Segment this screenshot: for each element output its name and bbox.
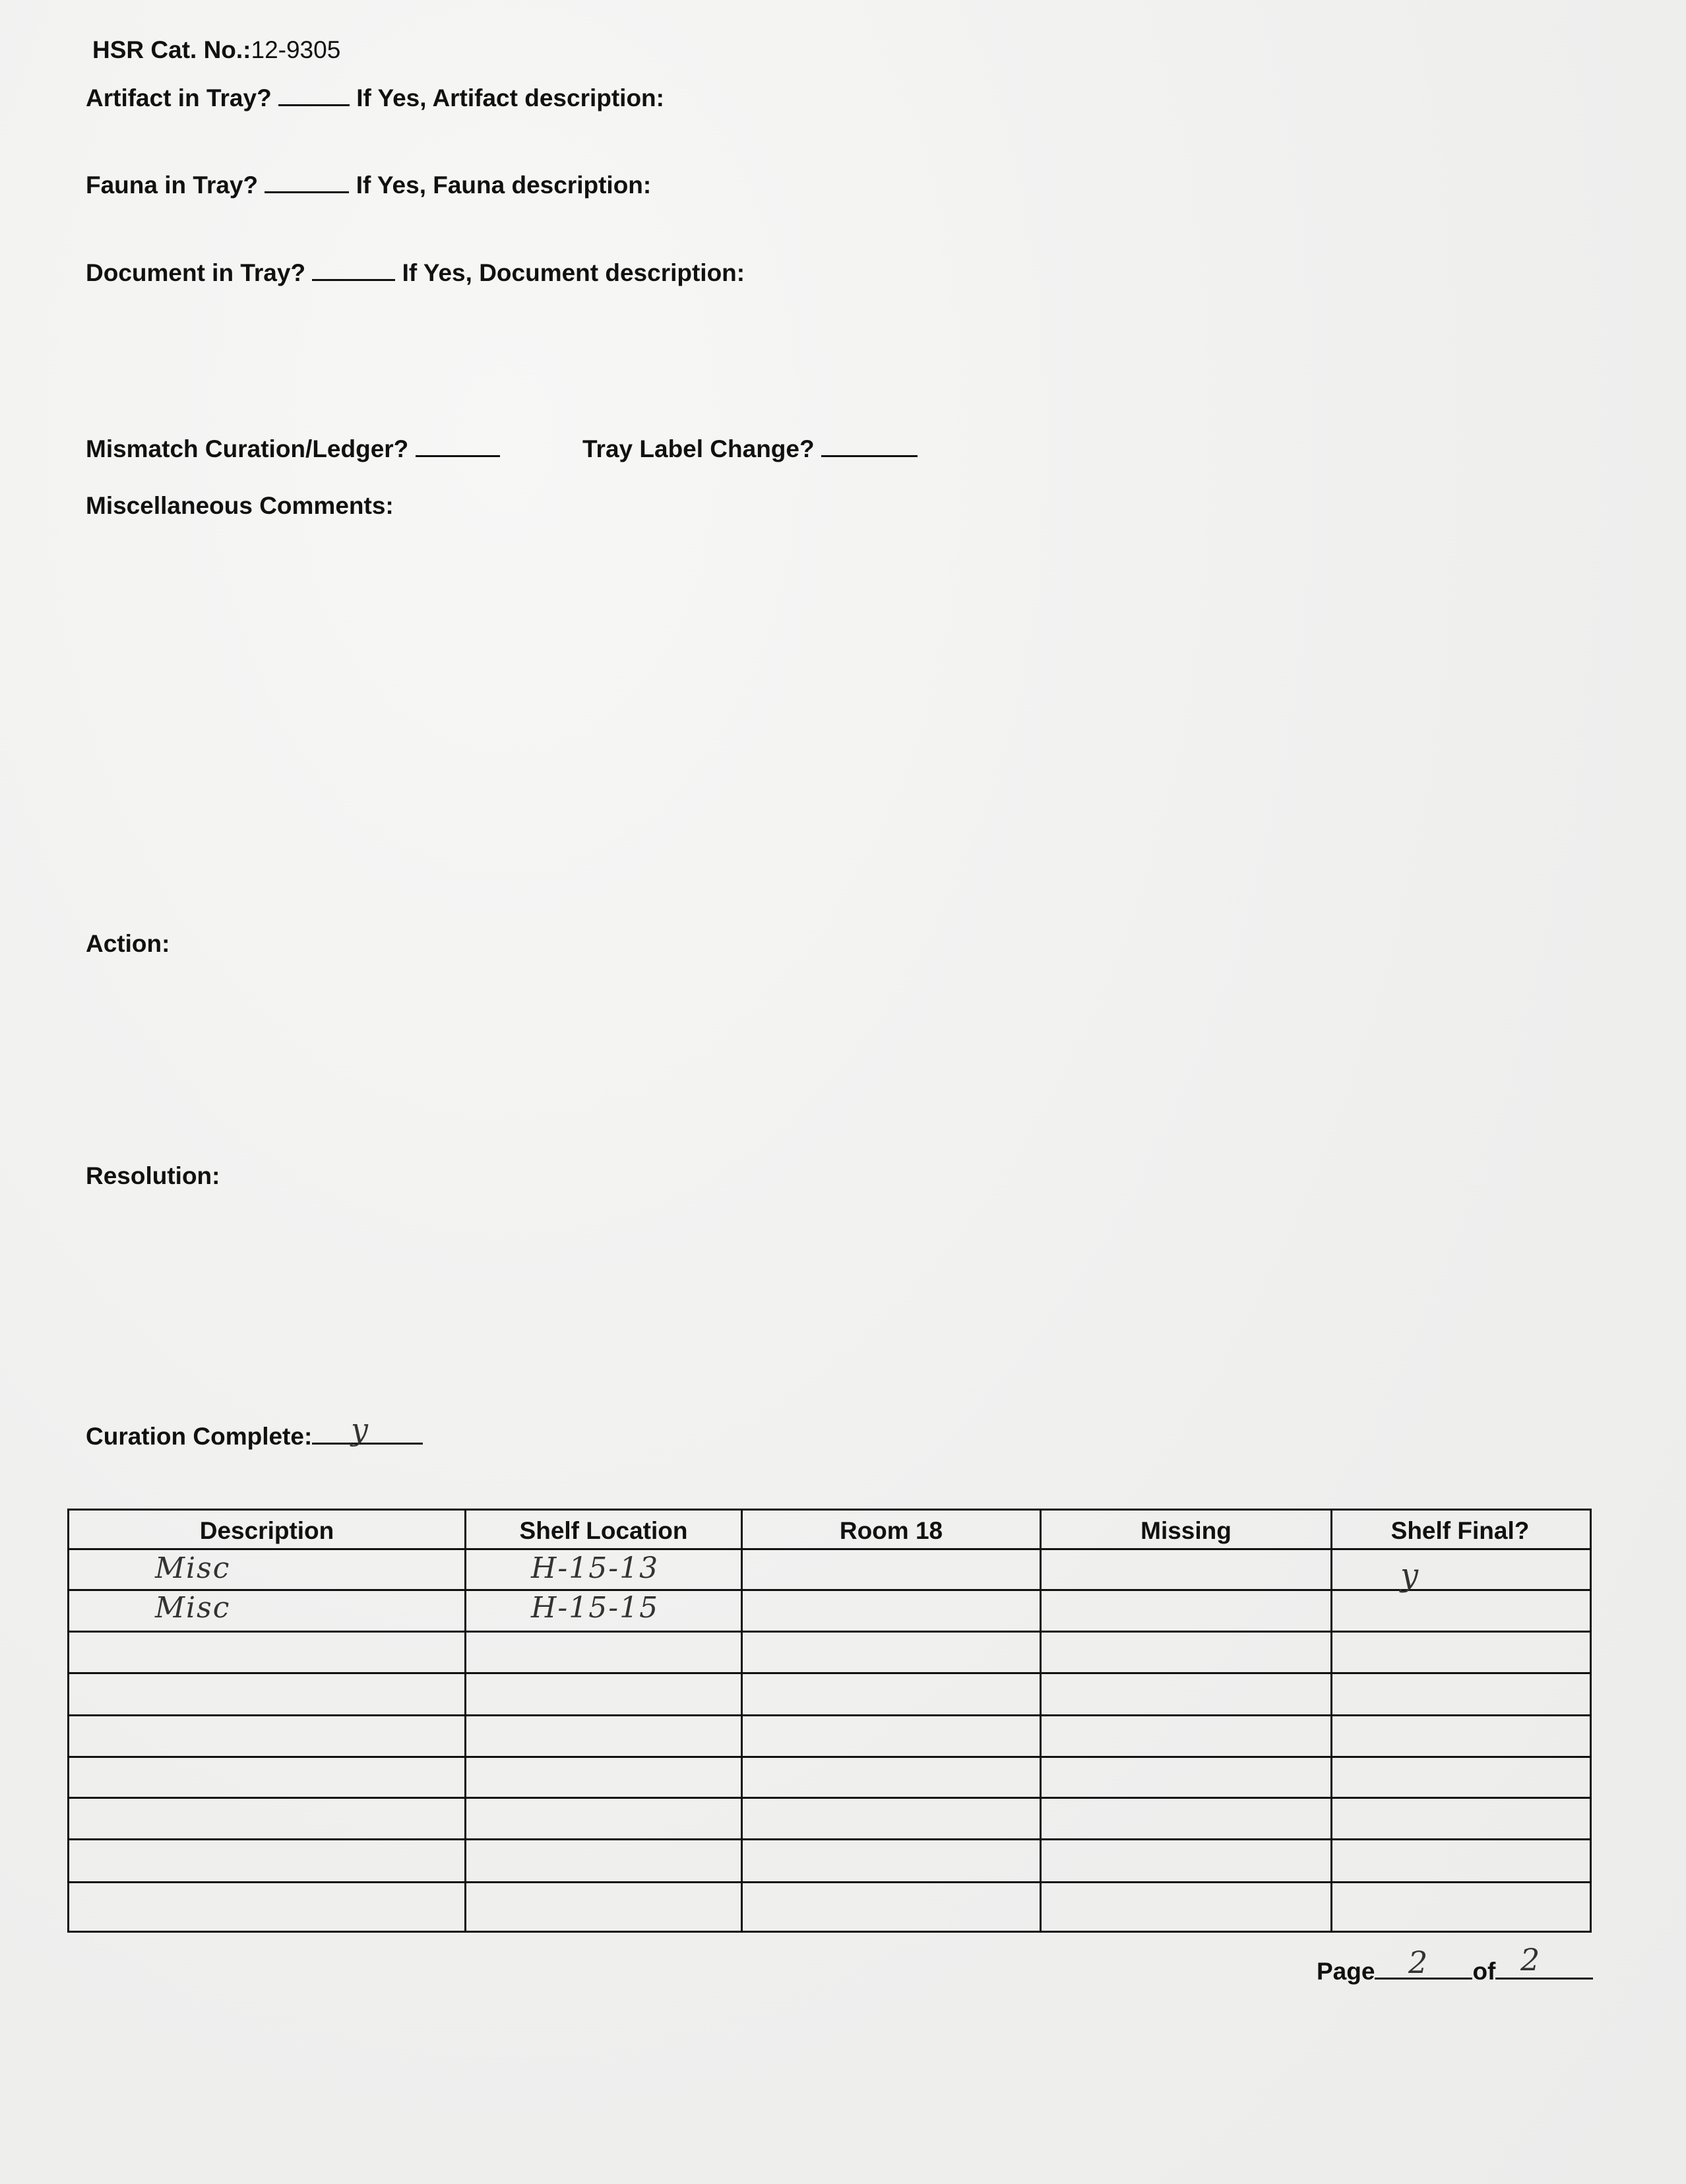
curation-complete-row [86, 1423, 423, 1451]
tray-label-question: Tray Label Change? [582, 435, 815, 462]
row-divider [69, 1881, 1590, 1883]
document-question: Document in Tray? [86, 259, 306, 286]
misc-comments-label: Miscellaneous Comments: [86, 492, 394, 519]
catalog-number-value: 12-9305 [251, 36, 341, 63]
mismatch-answer-field[interactable] [416, 435, 500, 457]
artifact-question: Artifact in Tray? [86, 84, 272, 111]
document-description-label: If Yes, Document description: [402, 259, 745, 286]
row2-description[interactable]: Misc [155, 1591, 231, 1625]
column-divider [741, 1511, 743, 1931]
header-shelf-location: Shelf Location [519, 1517, 688, 1544]
row1-description[interactable]: Misc [155, 1551, 231, 1585]
fauna-question: Fauna in Tray? [86, 172, 259, 199]
header-description: Description [199, 1517, 334, 1544]
row-divider [69, 1672, 1590, 1674]
column-divider [1040, 1511, 1042, 1931]
row1-shelf-final[interactable]: y [1400, 1557, 1420, 1594]
mismatch-row [86, 435, 500, 463]
document-answer-field[interactable] [312, 259, 395, 281]
of-label: of [1472, 1958, 1496, 1985]
shelf-table [67, 1509, 1592, 1933]
fauna-row [86, 172, 651, 199]
row-divider [69, 1838, 1590, 1840]
row-divider [69, 1631, 1590, 1633]
fauna-answer-field[interactable] [265, 172, 349, 193]
artifact-description-label: If Yes, Artifact description: [356, 84, 664, 111]
fauna-description-label: If Yes, Fauna description: [356, 172, 652, 199]
row-divider [69, 1589, 1590, 1591]
action-label: Action: [86, 930, 170, 957]
row-divider [69, 1548, 1590, 1550]
artifact-row [86, 84, 664, 112]
row-divider [69, 1756, 1590, 1758]
column-divider [1330, 1511, 1332, 1931]
page-total-value: 2 [1520, 1942, 1542, 1978]
document-row [86, 259, 745, 287]
page-number-value: 2 [1408, 1945, 1429, 1980]
catalog-number [92, 36, 340, 64]
row1-shelf-location[interactable]: H-15-13 [531, 1551, 660, 1585]
page-total-field[interactable] [1495, 1958, 1593, 1980]
curation-complete-label: Curation Complete: [86, 1423, 313, 1450]
page-count [1317, 1958, 1593, 1985]
catalog-number-label: HSR Cat. No.: [92, 36, 251, 63]
row2-shelf-location[interactable]: H-15-15 [531, 1591, 660, 1625]
tray-label-answer-field[interactable] [821, 435, 918, 457]
row-divider [69, 1797, 1590, 1799]
header-room-18: Room 18 [839, 1517, 943, 1544]
mismatch-question: Mismatch Curation/Ledger? [86, 435, 409, 462]
header-shelf-final: Shelf Final? [1390, 1517, 1530, 1544]
column-divider [464, 1511, 466, 1931]
curation-complete-value: y [351, 1412, 369, 1447]
resolution-label: Resolution: [86, 1162, 220, 1189]
row-divider [69, 1714, 1590, 1716]
artifact-answer-field[interactable] [278, 84, 350, 106]
header-missing: Missing [1140, 1517, 1232, 1544]
page-label: Page [1317, 1958, 1375, 1985]
tray-label-row [582, 435, 918, 463]
